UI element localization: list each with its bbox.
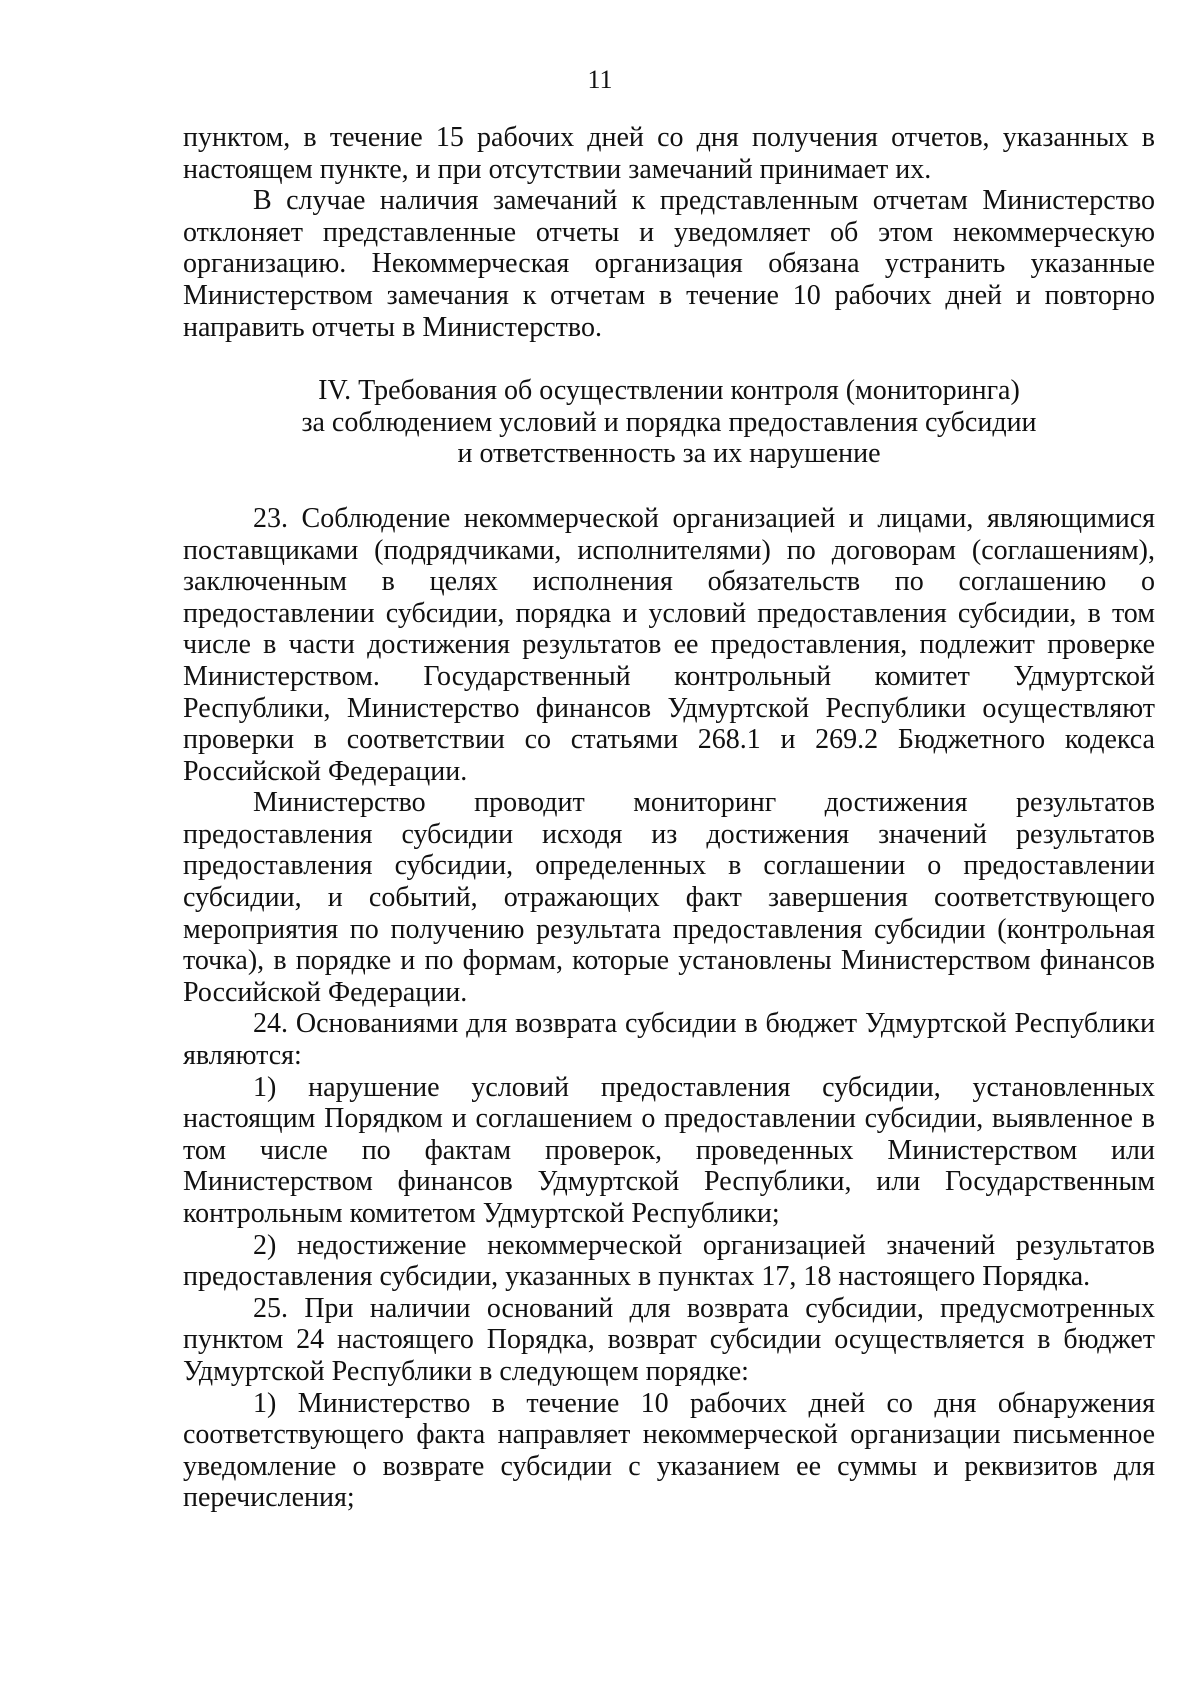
- paragraph-monitoring: Министерство проводит мониторинг достижения результатов предоставления субсидии исходя из достижения значений результатов предоставления субсидии, определенных в соглашении о предоставлении субсидии, и событий, отражающих факт завершения соответствующего мероприятия по получению результата предоставления субсидии (контрольная точка), в порядке и по формам, которые установлены Министерством финансов Российской Федерации.: [183, 787, 1155, 1008]
- paragraph-item-25-1: 1) Министерство в течение 10 рабочих дней со дня обнаружения соответствующего факта направляет некоммерческой организации письменное уведомление о возврате субсидии с указанием ее суммы и реквизитов для перечисления;: [183, 1387, 1155, 1514]
- paragraph-continuation: пунктом, в течение 15 рабочих дней со дня получения отчетов, указанных в настоящем пункте, и при отсутствии замечаний принимает их.: [183, 122, 1155, 185]
- paragraph-item-24-2: 2) недостижение некоммерческой организацией значений результатов предоставления субсидии, указанных в пунктах 17, 18 настоящего Порядка.: [183, 1229, 1155, 1293]
- paragraph-item-24-1: 1) нарушение условий предоставления субсидии, установленных настоящим Порядком и соглашением о предоставлении субсидии, выявленное в том числе по фактам проверок, проведенных Министерством или Министерством финансов Удмуртской Республики, или Государственным контрольным комитетом Удмуртской Республики;: [183, 1071, 1155, 1229]
- page-number: 11: [587, 65, 613, 94]
- paragraph-item-23: 23. Соблюдение некоммерческой организацией и лицами, являющимися поставщиками (подрядчиками, исполнителями) по договорам (соглашениям), заключенным в целях исполнения обязательств по соглашению о предоставлении субсидии, порядка и условий предоставления субсидии, в том числе в части достижения результатов ее предоставления, подлежит проверке Министерством. Государственный контрольный комитет Удмуртской Республики, Министерство финансов Удмуртской Республики осуществляют проверки в соответствии со статьями 268.1 и 269.2 Бюджетного кодекса Российской Федерации.: [183, 502, 1155, 787]
- section-heading-line-1: IV. Требования об осуществлении контроля (мониторинга): [318, 375, 1020, 407]
- section-heading-line-3: и ответственность за их нарушение: [457, 438, 881, 470]
- paragraph-item-25: 25. При наличии оснований для возврата субсидии, предусмотренных пунктом 24 настоящего Порядка, возврат субсидии осуществляется в бюджет Удмуртской Республики в следующем порядке:: [183, 1292, 1155, 1387]
- paragraph-item-24: 24. Основаниями для возврата субсидии в бюджет Удмуртской Республики являются:: [183, 1008, 1155, 1072]
- document-body: [183, 122, 1155, 1514]
- paragraph-remarks: В случае наличия замечаний к представленным отчетам Министерство отклоняет представленные отчеты и уведомляет об этом некоммерческую организацию. Некоммерческая организация обязана устранить указанные Министерством замечания к отчетам в течение 10 рабочих дней и повторно направить отчеты в Министерство.: [183, 185, 1155, 343]
- section-heading-line-2: за соблюдением условий и порядка предоставления субсидии: [301, 406, 1037, 438]
- section-heading: [183, 375, 1155, 470]
